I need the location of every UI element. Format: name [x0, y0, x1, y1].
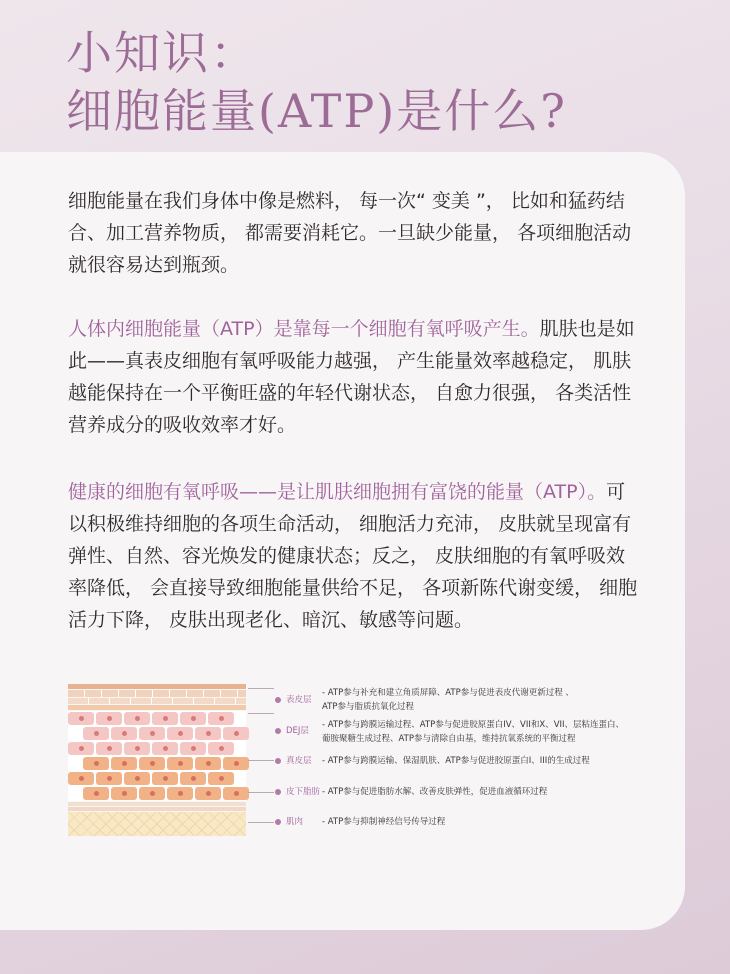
leader-line-4 — [248, 792, 274, 793]
skin-cell — [152, 712, 178, 725]
skin-cell — [180, 712, 206, 725]
leader-line-2 — [248, 713, 274, 714]
layer-name-1: 表皮层 — [286, 695, 312, 705]
paragraph-healthy-respiration-text: 可以积极维持细胞的各项生命活动， 细胞活力充沛， 皮肤就呈现富有弹性、自然、容光焕发的健康状态；反之， 皮肤细胞的有氧呼吸效率降低， 会直接导致细胞能量供给不足， 各项新陈代谢变缓， 细胞活力下降， 皮肤出现老化、暗沉、敏感等问题。 — [68, 481, 638, 631]
skin-layer-diagram — [68, 684, 248, 836]
skin-cell — [167, 757, 193, 770]
skin-cell — [111, 757, 137, 770]
skin-cell — [223, 757, 249, 770]
skin-cell — [208, 742, 234, 755]
skin-cell — [83, 757, 109, 770]
epidermis-base-layer — [68, 698, 246, 704]
layer-name-3: 真皮层 — [286, 756, 312, 766]
cell-row — [68, 787, 246, 801]
layer-marker-2 — [275, 728, 281, 734]
skin-cell — [195, 787, 221, 800]
layer-name-2: DEJ层 — [286, 726, 309, 736]
leader-line-3 — [248, 760, 274, 761]
layer-desc-3: - ATP参与跨膜运输、保湿肌肤、ATP参与促进胶原蛋白I、III的生成过程 — [322, 756, 590, 766]
layer-marker-3 — [275, 758, 281, 764]
skin-cell — [124, 772, 150, 785]
skin-cell — [111, 787, 137, 800]
paragraph-intro-text: 细胞能量在我们身体中像是燃料， 每一次“ 变美 ”， 比如和猛药结合、加工营养物质， 都需要消耗它。一旦缺少能量， 各项细胞活动就很容易达到瓶颈。 — [68, 190, 632, 276]
skin-cell — [83, 787, 109, 800]
skin-cell — [68, 772, 94, 785]
cell-row — [68, 772, 246, 786]
skin-cell — [83, 727, 109, 740]
skin-cell — [152, 772, 178, 785]
layer-desc-1a: - ATP参与补充和建立角质屏障、ATP参与促进表皮代谢更新过程 、 — [322, 688, 574, 698]
skin-cell — [208, 712, 234, 725]
title-line-1: 小知识： — [66, 26, 258, 80]
skin-cell — [223, 787, 249, 800]
dermis-cells — [68, 711, 246, 801]
skin-cell — [139, 787, 165, 800]
skin-cell — [195, 727, 221, 740]
skin-cell — [96, 742, 122, 755]
dej-layer — [68, 705, 246, 710]
skin-cell — [167, 727, 193, 740]
layer-desc-4: - ATP参与促进脂肪水解、改善皮肤弹性，促进血液循环过程 — [322, 787, 548, 797]
layer-marker-1 — [275, 697, 281, 703]
skin-cell — [68, 712, 94, 725]
layer-name-4: 皮下脂肪 — [286, 787, 321, 797]
cell-row — [68, 712, 246, 726]
epidermis-top-layer — [68, 684, 246, 689]
fat-layer-2 — [68, 807, 246, 811]
skin-cell — [124, 742, 150, 755]
leader-line-5 — [248, 822, 274, 823]
skin-cell — [180, 742, 206, 755]
skin-cell — [124, 712, 150, 725]
cell-row — [68, 742, 246, 756]
muscle-layer — [68, 812, 246, 836]
page-title — [66, 24, 567, 140]
layer-marker-5 — [275, 819, 281, 825]
layer-desc-2b: 葡胺聚糖生成过程、ATP参与清除自由基，维持抗氧系统的平衡过程 — [322, 734, 576, 744]
skin-cell — [68, 742, 94, 755]
skin-cell — [195, 757, 221, 770]
paragraph-atp-source — [68, 313, 640, 441]
skin-cell — [180, 772, 206, 785]
paragraph-atp-source-text: 肌肤也是如此——真表皮细胞有氧呼吸能力越强， 产生能量效率越稳定， 肌肤越能保持在一个平衡旺盛的年轻代谢状态， 自愈力很强， 各类活性营养成分的吸收效率才好。 — [68, 318, 635, 436]
cell-row — [68, 757, 246, 771]
skin-cell — [223, 727, 249, 740]
skin-cell — [139, 757, 165, 770]
layer-desc-2a: - ATP参与跨膜运输过程、ATP参与促进胶原蛋白IV、VII和X、VII、层粘连蛋白、 — [322, 720, 625, 730]
skin-cell — [111, 727, 137, 740]
skin-cell — [96, 712, 122, 725]
paragraph-healthy-respiration — [68, 476, 640, 636]
skin-cell — [152, 742, 178, 755]
skin-cell — [208, 772, 234, 785]
layer-marker-4 — [275, 789, 281, 795]
layer-name-5: 肌肉 — [286, 817, 304, 827]
paragraph-intro — [68, 185, 640, 281]
paragraph-atp-source-highlight: 人体内细胞能量（ATP）是靠每一个细胞有氧呼吸产生。 — [68, 318, 540, 340]
layer-desc-1b: ATP参与脂质抗氧化过程 — [322, 702, 414, 712]
layer-desc-5: - ATP参与抑制神经信号传导过程 — [322, 817, 446, 827]
epidermis-layer — [68, 690, 246, 697]
paragraph-healthy-respiration-highlight: 健康的细胞有氧呼吸——是让肌肤细胞拥有富饶的能量（ATP）。 — [68, 481, 607, 503]
skin-cell — [96, 772, 122, 785]
fat-layer-1 — [68, 802, 246, 806]
leader-line-1 — [248, 688, 274, 689]
title-line-2: 细胞能量(ATP)是什么? — [66, 84, 567, 138]
skin-cell — [139, 727, 165, 740]
cell-row — [68, 727, 246, 741]
skin-cell — [167, 787, 193, 800]
